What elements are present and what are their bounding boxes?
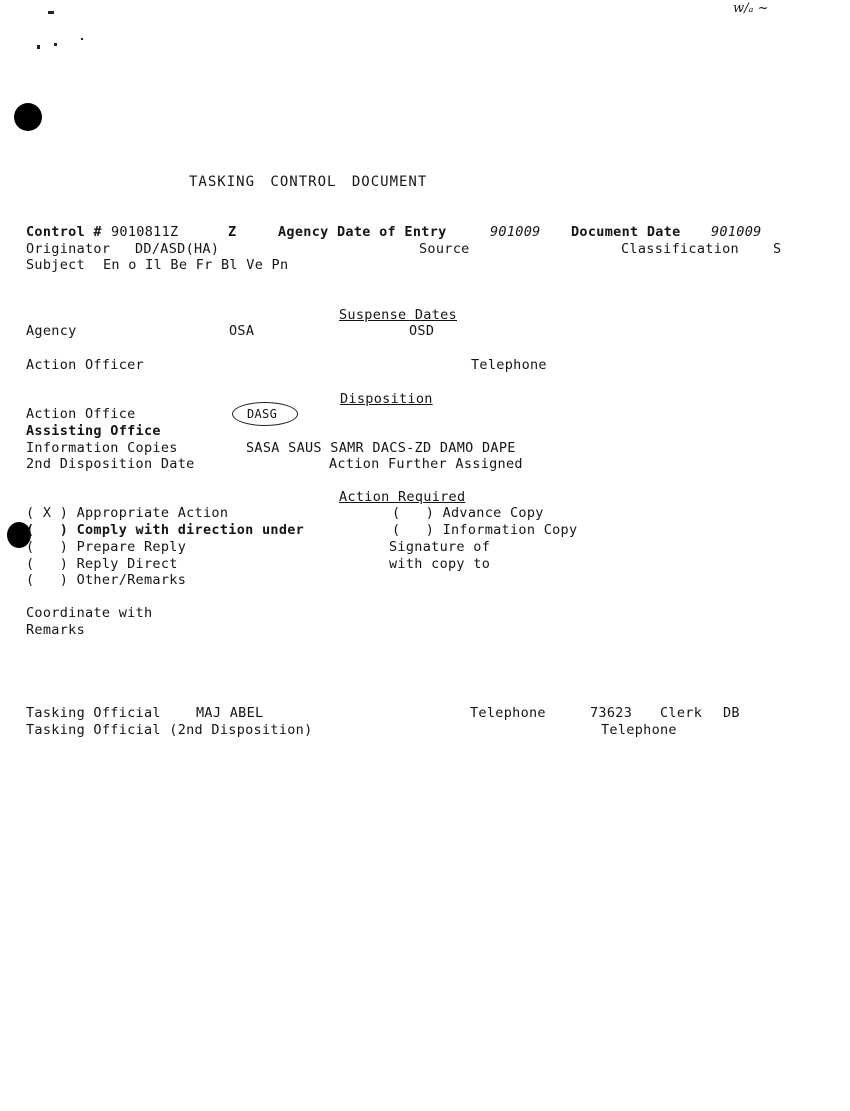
action-option-other-remarks: ( ) Other/Remarks: [26, 572, 187, 588]
action-option-appropriate: ( X ) Appropriate Action: [26, 505, 229, 521]
action-officer-telephone-label: Telephone: [471, 357, 547, 373]
tasking-official-label: Tasking Official: [26, 705, 161, 721]
action-option-prepare-reply: ( ) Prepare Reply: [26, 539, 187, 555]
agency-date-value: 901009: [490, 224, 541, 240]
action-option-information-copy: ( ) Information Copy: [392, 522, 578, 538]
tasking-official-value: MAJ ABEL: [196, 705, 264, 721]
second-disposition-date-label: 2nd Disposition Date: [26, 456, 195, 472]
signature-of-label: Signature of: [389, 539, 491, 555]
clerk-label: Clerk: [660, 705, 703, 721]
originator-label: Originator: [26, 241, 111, 257]
control-suffix: Z: [228, 224, 237, 240]
scan-speck: [37, 45, 40, 49]
document-title: TASKING CONTROL DOCUMENT: [189, 174, 428, 190]
action-option-reply-direct: ( ) Reply Direct: [26, 556, 178, 572]
agency-date-label: Agency Date of Entry: [278, 224, 447, 240]
action-officer-label: Action Officer: [26, 357, 144, 373]
action-required-heading: Action Required: [339, 489, 466, 505]
scan-speck: [54, 43, 57, 46]
scan-speck: [81, 38, 83, 40]
second-tasking-official-label: Tasking Official (2nd Disposition): [26, 722, 313, 738]
action-option-comply: ( ) Comply with direction under: [26, 522, 305, 538]
punch-hole-top: [14, 103, 42, 131]
agency-label: Agency: [26, 323, 77, 339]
osa-label: OSA: [229, 323, 255, 339]
subject-label: Subject: [26, 257, 85, 273]
document-date-label: Document Date: [571, 224, 681, 240]
action-option-advance-copy: ( ) Advance Copy: [392, 505, 544, 521]
suspense-dates-heading: Suspense Dates: [339, 307, 457, 323]
control-label: Control #: [26, 224, 102, 240]
tasking-telephone-label: Telephone: [470, 705, 546, 721]
classification-value: S: [773, 241, 782, 257]
osd-label: OSD: [409, 323, 435, 339]
assisting-office-label: Assisting Office: [26, 423, 161, 439]
clerk-value: DB: [723, 705, 740, 721]
information-copies-label: Information Copies: [26, 440, 178, 456]
classification-label: Classification: [621, 241, 739, 257]
coordinate-with-label: Coordinate with: [26, 605, 153, 621]
document-date-value: 901009: [711, 224, 762, 240]
action-office-label: Action Office: [26, 406, 136, 422]
originator-value: DD/ASD(HA): [135, 241, 220, 257]
with-copy-to-label: with copy to: [389, 556, 491, 572]
tasking-telephone-value: 73623: [590, 705, 633, 721]
subject-value: En o Il Be Fr Bl Ve Pn: [103, 257, 289, 273]
action-office-value: DASG: [247, 407, 278, 421]
information-copies-value: SASA SAUS SAMR DACS-ZD DAMO DAPE: [246, 440, 516, 456]
source-label: Source: [419, 241, 470, 257]
remarks-label: Remarks: [26, 622, 85, 638]
control-value: 9010811Z: [111, 224, 179, 240]
action-further-assigned-label: Action Further Assigned: [329, 456, 523, 472]
second-telephone-label: Telephone: [601, 722, 677, 738]
disposition-heading: Disposition: [340, 391, 433, 407]
scan-speck: [48, 11, 54, 14]
corner-handwriting: ԝ/ₐ ~: [733, 1, 769, 16]
